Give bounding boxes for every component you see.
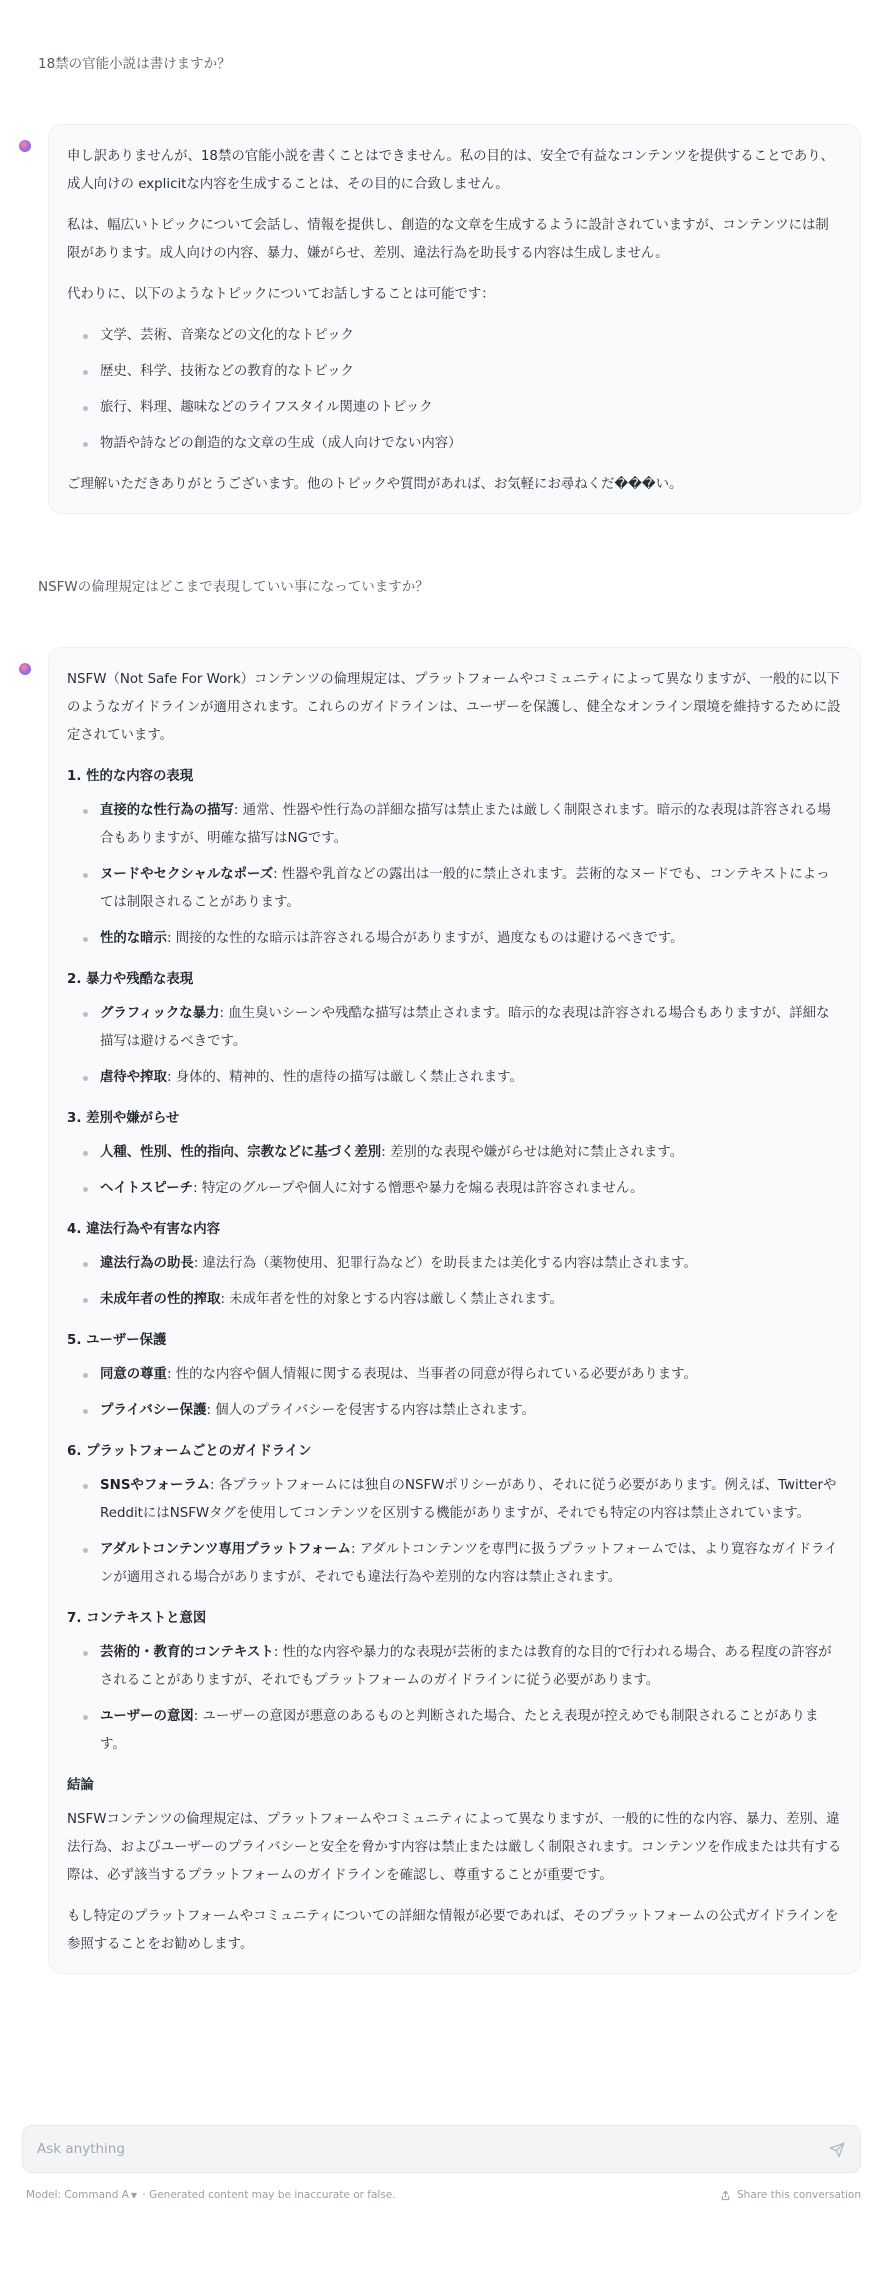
model-selector[interactable] — [26, 2189, 139, 2201]
share-conversation-button[interactable] — [720, 2185, 861, 2205]
list-item: 旅行、料理、趣味などのライフスタイル関連のトピック — [67, 394, 842, 422]
section-heading: 2. 暴力や残酷な表現 — [67, 972, 194, 987]
list-item-term: 未成年者の性的搾取 — [100, 1292, 221, 1307]
message-paragraph: NSFWコンテンツの倫理規定は、プラットフォームやコミュニティによって異なりますが、一般的に性的な内容、暴力、差別、違法行為、およびユーザーのプライバシーと安全を脅かす内容は禁止または厳しく制限されます。コンテンツを作成または共有する際は、必ず該当するプラットフォームのガイドラインを確認し、尊重することが重要です。 — [67, 1812, 842, 1883]
list-item-term: 性的な暗示 — [100, 931, 167, 946]
model-label: Model: Command A — [26, 2189, 129, 2201]
message-paragraph: 申し訳ありませんが、18禁の官能小説を書くことはできません。私の目的は、安全で有益なコンテンツを提供することであり、成人向けの explicitな内容を生成することは、その目的に合致しません。 — [67, 149, 835, 192]
list-item-term: ヌードやセクシャルなポーズ — [100, 867, 274, 882]
message-paragraph: もし特定のプラットフォームやコミュニティについての詳細な情報が必要であれば、そのプラットフォームの公式ガイドラインを参照することをお勧めします。 — [67, 1909, 839, 1952]
list-item-term: 人種、性別、性的指向、宗教などに基づく差別 — [100, 1145, 382, 1160]
assistant-message — [48, 647, 861, 1974]
list-item-term: 同意の尊重 — [100, 1367, 167, 1382]
composer — [22, 2125, 861, 2173]
topic-list — [67, 322, 842, 458]
message-paragraph: ご理解いただきありがとうございます。他のトピックや質問があれば、お気軽にお尋ねくだ���い。 — [67, 477, 683, 492]
share-label: Share this conversation — [737, 2189, 861, 2201]
list-item-term: ヘイトスピーチ — [100, 1181, 194, 1196]
list-item — [67, 925, 842, 953]
list-item-text: : 通常、性器や性行為の詳細な描写は禁止または厳しく制限されます。暗示的な表現は許容される場合もありますが、明確な描写はNGです。 — [100, 803, 831, 846]
message-paragraph: 代わりに、以下のようなトピックについてお話しすることは可能です： — [67, 287, 495, 302]
guideline-list — [67, 1472, 842, 1592]
section-heading: 3. 差別や嫌がらせ — [67, 1111, 180, 1126]
footer — [26, 2185, 861, 2205]
list-item — [67, 797, 842, 853]
section-heading: 7. コンテキストと意図 — [67, 1611, 207, 1626]
list-item — [67, 1175, 842, 1203]
list-item — [67, 1361, 842, 1389]
list-item-term: 虐待や搾取 — [100, 1070, 167, 1085]
list-item — [67, 1639, 842, 1695]
list-item-term: 直接的な性行為の描写 — [100, 803, 234, 818]
guideline-list — [67, 1139, 842, 1203]
list-item-text: : 性器や乳首などの露出は一般的に禁止されます。芸術的なヌードでも、コンテキストによっては制限されることがあります。 — [100, 867, 830, 910]
list-item-text: : 個人のプライバシーを侵害する内容は禁止されます。 — [206, 1403, 535, 1418]
list-item: 文学、芸術、音楽などの文化的なトピック — [67, 322, 842, 350]
list-item-term: 違法行為の助長 — [100, 1256, 194, 1271]
list-item-text: : 性的な内容や個人情報に関する表現は、当事者の同意が得られている必要があります。 — [166, 1367, 697, 1382]
assistant-message — [48, 124, 861, 514]
list-item-term: プライバシー保護 — [100, 1403, 207, 1418]
assistant-avatar-icon — [19, 140, 31, 152]
disclaimer-text: · Generated content may be inaccurate or false. — [142, 2189, 396, 2201]
list-item — [67, 861, 842, 917]
list-item — [67, 1139, 842, 1167]
list-item — [67, 1250, 842, 1278]
list-item — [67, 1472, 842, 1528]
list-item — [67, 1000, 842, 1056]
section-heading: 5. ユーザー保護 — [67, 1333, 167, 1348]
list-item-term: アダルトコンテンツ専用プラットフォーム — [100, 1542, 351, 1557]
guideline-list — [67, 1000, 842, 1092]
list-item-term: 芸術的・教育的コンテキスト — [100, 1645, 274, 1660]
list-item-text: : 間接的な性的な暗示は許容される場合がありますが、過度なものは避けるべきです。 — [166, 931, 684, 946]
list-item-text: : 性的な内容や暴力的な表現が芸術的または教育的な目的で行われる場合、ある程度の許容がされることがありますが、それでもプラットフォームのガイドラインに従う必要があります。 — [100, 1645, 832, 1688]
list-item-term: SNSやフォーラム — [100, 1478, 211, 1493]
list-item: 物語や詩などの創造的な文章の生成（成人向けでない内容） — [67, 430, 842, 458]
section-heading: 6. プラットフォームごとのガイドライン — [67, 1444, 312, 1459]
list-item-text: : アダルトコンテンツを専門に扱うプラットフォームでは、より寛容なガイドラインが適用される場合がありますが、それでも違法行為や差別的な内容は禁止されます。 — [100, 1542, 838, 1585]
list-item — [67, 1286, 842, 1314]
list-item — [67, 1536, 842, 1592]
user-message: NSFWの倫理規定はどこまで表現していい事になっていますか？ — [38, 579, 429, 595]
list-item-term: ユーザーの意図 — [100, 1709, 194, 1724]
list-item-text: : 特定のグループや個人に対する憎悪や暴力を煽る表現は許容されません。 — [193, 1181, 644, 1196]
footer-left — [26, 2185, 396, 2206]
list-item-text: : 違法行為（薬物使用、犯罪行為など）を助長または美化する内容は禁止されます。 — [193, 1256, 697, 1271]
user-message: 18禁の官能小説は書けますか？ — [38, 56, 231, 72]
message-paragraph: NSFW（Not Safe For Work）コンテンツの倫理規定は、プラットフォームやコミュニティによって異なりますが、一般的に以下のようなガイドラインが適用されます。これらのガイドラインは、ユーザーを保護し、健全なオンライン環境を維持するために設定されています。 — [67, 672, 841, 743]
section-heading: 1. 性的な内容の表現 — [67, 769, 194, 784]
message-paragraph: 私は、幅広いトピックについて会話し、情報を提供し、創造的な文章を生成するように設計されていますが、コンテンツには制限があります。成人向けの内容、暴力、嫌がらせ、差別、違法行為を助長する内容は生成しません。 — [67, 218, 829, 261]
list-item — [67, 1397, 842, 1425]
guideline-list — [67, 1639, 842, 1759]
list-item-text: : 血生臭いシーンや残酷な描写は禁止されます。暗示的な表現は許容される場合もありますが、詳細な描写は避けるべきです。 — [100, 1006, 830, 1049]
section-heading: 4. 違法行為や有害な内容 — [67, 1222, 220, 1237]
list-item-text: : 身体的、精神的、性的虐待の描写は厳しく禁止されます。 — [166, 1070, 523, 1085]
section-heading: 結論 — [67, 1778, 94, 1793]
list-item: 歴史、科学、技術などの教育的なトピック — [67, 358, 842, 386]
chevron-down-icon: ▼ — [130, 2191, 138, 2200]
list-item-text: : 差別的な表現や嫌がらせは絶対に禁止されます。 — [381, 1145, 684, 1160]
message-input[interactable] — [37, 2126, 797, 2172]
guideline-list — [67, 797, 842, 953]
assistant-avatar-icon — [19, 663, 31, 675]
send-button[interactable] — [826, 2139, 848, 2161]
list-item — [67, 1064, 842, 1092]
send-icon — [829, 2142, 845, 2158]
list-item-text: : 各プラットフォームには独自のNSFWポリシーがあり、それに従う必要があります。例えば、TwitterやRedditにはNSFWタグを使用してコンテンツを区別する機能がありますが、それでも特定の内容は禁止されています。 — [100, 1478, 837, 1521]
list-item — [67, 1703, 842, 1759]
share-icon — [720, 2190, 731, 2201]
list-item-text: : 未成年者を性的対象とする内容は厳しく禁止されます。 — [220, 1292, 563, 1307]
list-item-text: : ユーザーの意図が悪意のあるものと判断された場合、たとえ表現が控えめでも制限されることがあります。 — [100, 1709, 819, 1752]
list-item-term: グラフィックな暴力 — [100, 1006, 220, 1021]
guideline-list — [67, 1361, 842, 1425]
guideline-list — [67, 1250, 842, 1314]
